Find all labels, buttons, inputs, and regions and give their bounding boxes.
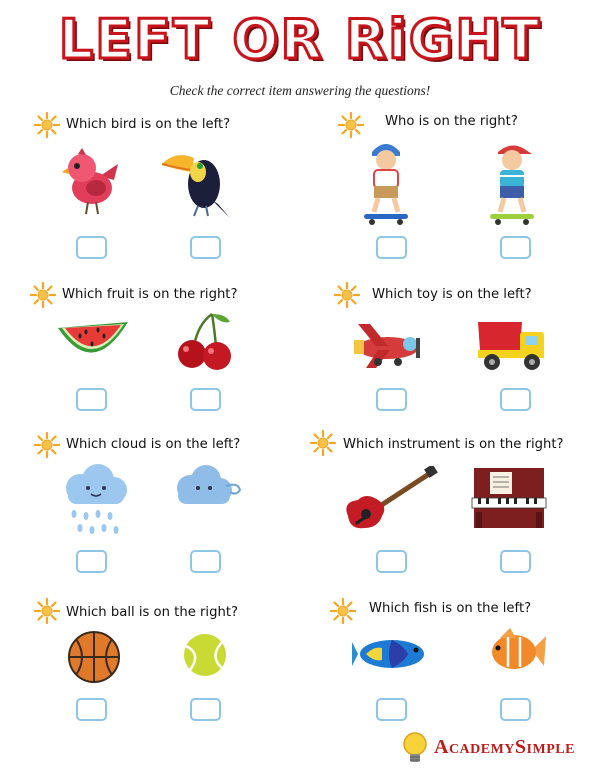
sun-icon: [330, 598, 356, 624]
answer-checkbox-right[interactable]: [500, 388, 531, 411]
basketball-picture: [64, 630, 124, 684]
sun-icon: [338, 112, 364, 138]
toucan-picture: [158, 144, 236, 220]
answer-checkbox-right[interactable]: [500, 550, 531, 573]
question-8-text: Which fish is on the left?: [369, 601, 532, 616]
answer-checkbox-left[interactable]: [76, 550, 107, 573]
sun-icon: [34, 112, 60, 138]
question-2-text: Who is on the right?: [385, 114, 518, 129]
rain-cloud-picture: [58, 462, 132, 538]
answer-checkbox-left[interactable]: [376, 236, 407, 259]
academy-simple-logo: [398, 728, 588, 768]
question-3-text: Which fruit is on the right?: [62, 287, 238, 302]
instructions: Check the correct item answering the questions!: [169, 83, 431, 98]
answer-checkbox-left[interactable]: [76, 698, 107, 721]
question-6-text: Which instrument is on the right?: [343, 437, 564, 452]
answer-checkbox-right[interactable]: [500, 698, 531, 721]
tennis-ball-picture: [182, 632, 228, 678]
pink-bird-picture: [60, 146, 122, 218]
watermelon-picture: [56, 318, 130, 368]
logo-text: AcademySimple: [434, 736, 575, 758]
question-5-text: Which cloud is on the left?: [66, 437, 241, 452]
answer-checkbox-left[interactable]: [376, 698, 407, 721]
toy-truck-picture: [476, 316, 548, 374]
page-title: LEFT OR RiGHT: [58, 8, 542, 71]
piano-picture: [470, 462, 548, 532]
lightbulb-icon: [400, 730, 430, 766]
question-7-text: Which ball is on the right?: [66, 605, 238, 620]
answer-checkbox-right[interactable]: [190, 550, 221, 573]
answer-checkbox-right[interactable]: [190, 698, 221, 721]
blue-fish-picture: [352, 634, 432, 674]
answer-checkbox-right[interactable]: [500, 236, 531, 259]
sun-icon: [34, 432, 60, 458]
boy-with-cap-picture: [486, 136, 538, 226]
sun-icon: [310, 430, 336, 456]
question-1-text: Which bird is on the left?: [66, 117, 231, 132]
answer-checkbox-left[interactable]: [76, 388, 107, 411]
sun-icon: [334, 282, 360, 308]
wind-cloud-picture: [170, 462, 244, 512]
question-4-text: Which toy is on the left?: [372, 287, 532, 302]
cherries-picture: [172, 312, 238, 372]
sun-icon: [30, 282, 56, 308]
toy-airplane-picture: [348, 318, 428, 372]
answer-checkbox-left[interactable]: [376, 550, 407, 573]
answer-checkbox-right[interactable]: [190, 388, 221, 411]
answer-checkbox-right[interactable]: [190, 236, 221, 259]
answer-checkbox-left[interactable]: [76, 236, 107, 259]
answer-checkbox-left[interactable]: [376, 388, 407, 411]
guitar-picture: [340, 466, 440, 536]
boy-with-helmet-picture: [360, 136, 412, 226]
orange-fish-picture: [486, 626, 548, 676]
sun-icon: [34, 598, 60, 624]
